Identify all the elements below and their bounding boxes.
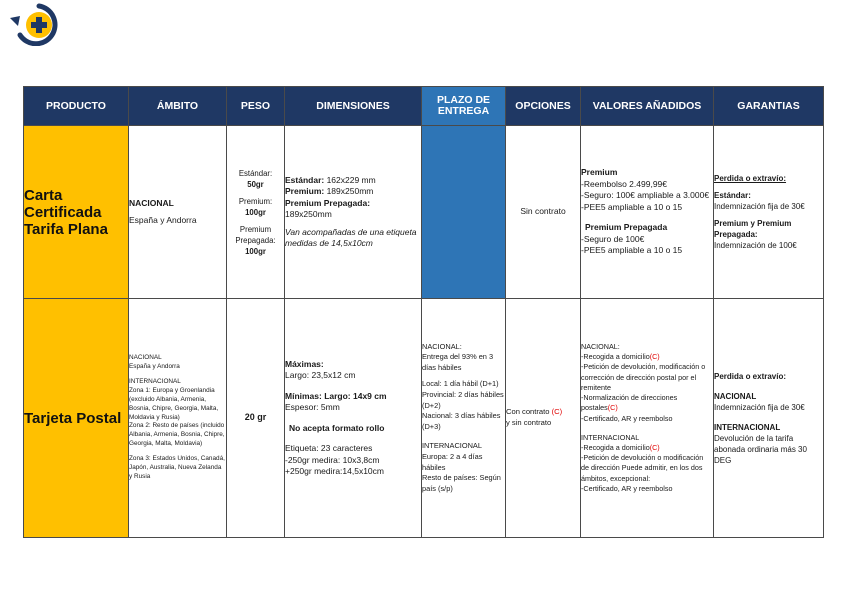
dim-value: +250gr medira:14,5x10cm xyxy=(285,466,384,476)
peso-value: 100gr xyxy=(245,246,266,256)
garantias-head: Perdida o extravío: xyxy=(714,371,787,381)
opciones-cell xyxy=(506,299,581,538)
garantias-cell xyxy=(714,126,824,299)
dim-value: 162x229 mm xyxy=(324,174,376,185)
peso-label: Premium xyxy=(239,224,272,234)
peso-label: Estándar: xyxy=(238,168,273,178)
peso-cell xyxy=(227,126,285,299)
plazo-item: Entrega del 93% en 3 días hábiles xyxy=(422,352,494,372)
valores-cell xyxy=(581,126,714,299)
garantias-label: Estándar: xyxy=(714,191,751,200)
contract-marker: (C) xyxy=(607,403,618,413)
ambito-title: NACIONAL xyxy=(129,354,162,362)
garantias-cell xyxy=(714,299,824,538)
opciones-text: y sin contrato xyxy=(506,418,552,427)
dim-label: Premium: xyxy=(285,186,325,196)
plazo-cell xyxy=(422,299,506,538)
valores-item: -PEE5 ampliable a 10 o 15 xyxy=(581,201,683,212)
valores-title: Premium xyxy=(581,167,618,178)
ambito-zone: Zona 2: Resto de países (incluido Albania, Armenia, Bosnia, Chipre, Georgia, Malta, Moldavia) xyxy=(129,422,225,448)
peso-cell: 20 gr xyxy=(227,299,285,538)
plazo-item: Provincial: 2 días hábiles (D+2) xyxy=(422,390,504,410)
garantias-label: Premium y Premium Prepagada: xyxy=(714,219,792,239)
plazo-title: NACIONAL: xyxy=(422,341,462,351)
valores-item: -Certificado, AR y reembolso xyxy=(581,413,673,423)
garantias-label: NACIONAL xyxy=(714,391,757,401)
garantias-value: Indemnización de 100€ xyxy=(714,241,797,250)
peso-value: 100gr xyxy=(245,207,266,217)
dimensiones-cell xyxy=(285,299,422,538)
dim-note: No acepta formato rollo xyxy=(289,422,385,433)
ambito-title: INTERNACIONAL xyxy=(129,377,181,385)
dim-value: Espesor: 5mm xyxy=(285,402,340,412)
contract-marker: (C) xyxy=(551,407,563,417)
ambito-cell xyxy=(129,299,227,538)
table-row xyxy=(24,126,824,299)
plazo-item: Local: 1 día hábil (D+1) xyxy=(422,379,499,389)
dim-value: 189x250mm xyxy=(324,186,374,196)
peso-label: Prepagada: xyxy=(235,235,276,245)
valores-item: -Seguro: 100€ ampliable a 3.000€ xyxy=(581,190,710,201)
valores-item: -PEE5 ampliable a 10 o 15 xyxy=(581,245,683,256)
product-table xyxy=(23,86,824,538)
valores-item: -Petición de devolución o modificación de dirección Puede admitir, en los dos ámbitos, excepcional: xyxy=(581,453,704,483)
dim-label: Premium Prepagada: xyxy=(285,197,371,208)
ambito-title: NACIONAL xyxy=(129,197,174,208)
dimensiones-cell xyxy=(285,126,422,299)
header-plazo: PLAZO DE ENTREGA xyxy=(422,87,506,126)
garantias-value: Devolución de la tarifa abonada ordinaria más 30 DEG xyxy=(714,433,807,465)
header-opciones: OPCIONES xyxy=(506,87,581,126)
valores-item: -Seguro de 100€ xyxy=(581,233,645,244)
garantias-label: INTERNACIONAL xyxy=(714,422,781,432)
opciones-text: Con contrato xyxy=(506,407,552,417)
valores-item: -Certificado, AR y reembolso xyxy=(581,483,673,493)
product-name: Tarjeta Postal xyxy=(24,299,129,538)
dim-value: -250gr medira: 10x3,8cm xyxy=(285,454,380,465)
dim-value: Mínimas: Largo: 14x9 cm xyxy=(285,390,387,401)
plazo-item: Resto de países: Según país (s/p) xyxy=(422,473,501,493)
ambito-sub: España y Andorra xyxy=(129,363,180,371)
opciones-cell: Sin contrato xyxy=(506,126,581,299)
garantias-value: Indemnización fija de 30€ xyxy=(714,402,805,412)
ambito-zone: Zona 1: Europa y Groenlandia (excluido Albania, Armenia, Bosnia, Chipre, Georgia, Malta, Moldavia y Rusia) xyxy=(129,386,219,421)
ambito-cell xyxy=(129,126,227,299)
correos-logo-icon xyxy=(6,2,64,46)
valores-item: -Petición de devolución, modificación o corrección de dirección postal por el remitente xyxy=(581,362,706,392)
plazo-cell-empty xyxy=(422,126,506,299)
plazo-item: Nacional: 3 días hábiles (D+3) xyxy=(422,411,501,431)
dim-label: Estándar: xyxy=(285,174,325,185)
garantias-value: Indemnización fija de 30€ xyxy=(714,202,805,211)
valores-item: -Recogida a domicilio xyxy=(581,352,650,362)
contract-marker: (C) xyxy=(649,442,660,452)
header-valores: VALORES AÑADIDOS xyxy=(581,87,714,126)
garantias-head: Perdida o extravío: xyxy=(714,174,787,183)
valores-cell xyxy=(581,299,714,538)
valores-title: INTERNACIONAL xyxy=(581,432,640,442)
valores-item: -Recogida a domicilio xyxy=(581,442,650,452)
header-row xyxy=(24,87,824,126)
product-name: Carta Certificada Tarifa Plana xyxy=(24,126,129,299)
header-garantias: GARANTIAS xyxy=(714,87,824,126)
valores-item: -Normalización de direcciones postales xyxy=(581,393,678,413)
valores-item: -Reembolso 2.499,99€ xyxy=(581,178,668,189)
dim-value: Largo: 23,5x12 cm xyxy=(285,370,356,380)
dim-value: Etiqueta: 23 caracteres xyxy=(285,443,373,453)
peso-label: Premium: xyxy=(238,196,273,206)
plazo-title: INTERNACIONAL xyxy=(422,441,482,451)
dim-label: Máximas: xyxy=(285,358,324,369)
peso-value: 50gr xyxy=(247,179,264,189)
header-dimensiones: DIMENSIONES xyxy=(285,87,422,126)
ambito-zone: Zona 3: Estados Unidos, Canadá, Japón, Australia, Nueva Zelanda y Rusia xyxy=(129,455,225,480)
valores-title: Premium Prepagada xyxy=(585,222,668,233)
table-row xyxy=(24,299,824,538)
dim-value: 189x250mm xyxy=(285,209,332,219)
contract-marker: (C) xyxy=(649,352,660,362)
header-ambito: ÁMBITO xyxy=(129,87,227,126)
header-peso: PESO xyxy=(227,87,285,126)
header-producto: PRODUCTO xyxy=(24,87,129,126)
ambito-sub: España y Andorra xyxy=(129,215,197,225)
valores-title: NACIONAL: xyxy=(581,342,620,352)
dim-note: Van acompañadas de una etiqueta medidas de 14,5x10cm xyxy=(285,226,417,248)
plazo-item: Europa: 2 a 4 días hábiles xyxy=(422,451,483,472)
